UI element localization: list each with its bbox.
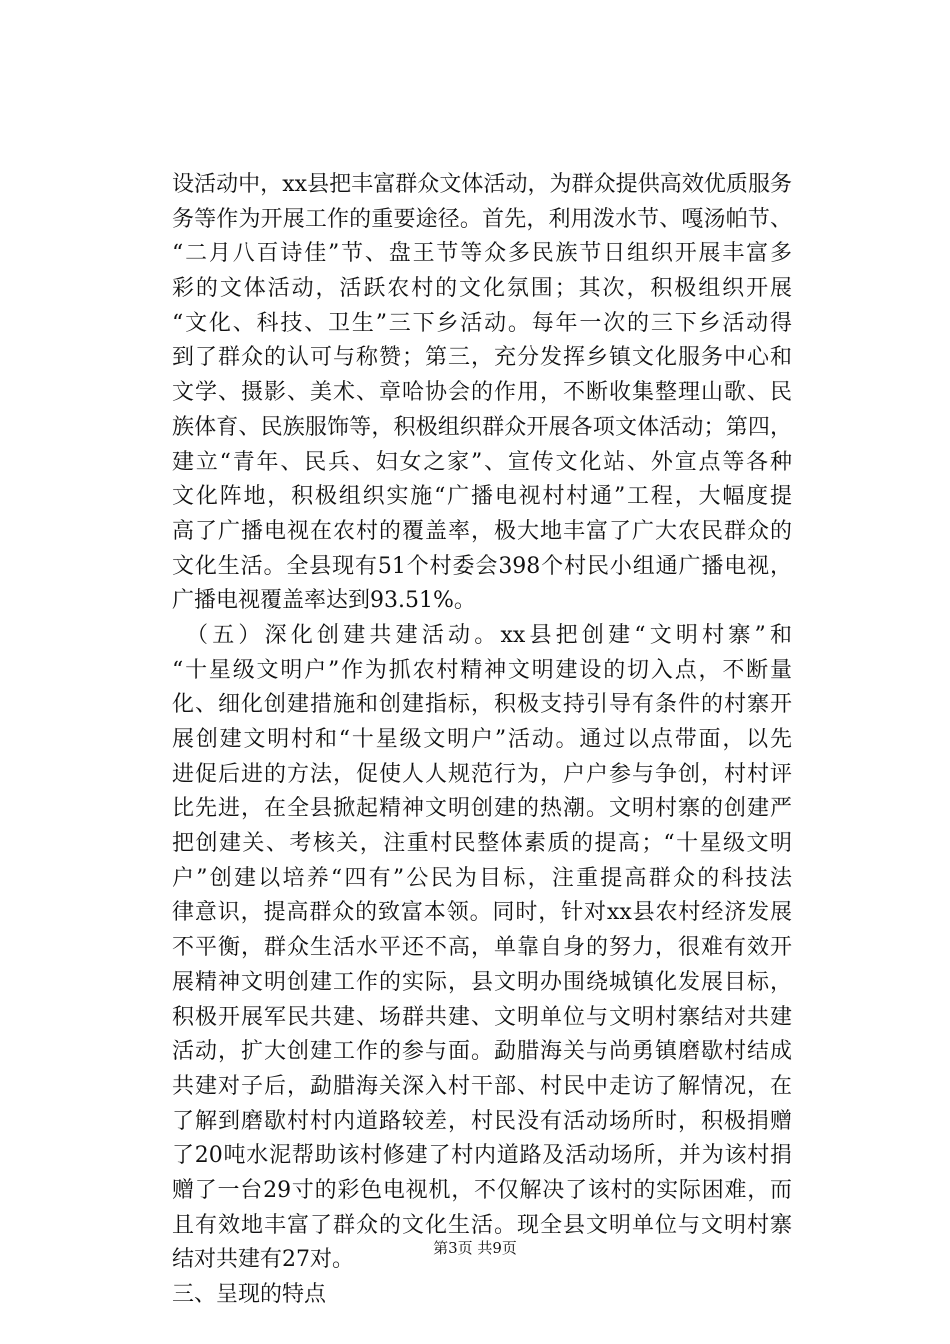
text-line: 文学、摄影、美术、章哈协会的作用，不断收集整理山歌、民: [172, 380, 792, 406]
text-line: “十星级文明户”作为抓农村精神文明建设的切入点，不断量: [172, 657, 792, 683]
text-line: 结对共建有27对。: [172, 1247, 354, 1273]
text-line: 积极开展军民共建、场群共建、文明单位与文明村寨结对共建: [172, 1004, 792, 1030]
text-line: 务等作为开展工作的重要途径。首先，利用泼水节、嘎汤帕节、: [172, 206, 792, 232]
text-line: 赠了一台29寸的彩色电视机，不仅解决了该村的实际困难，而: [172, 1177, 792, 1203]
text-line: 把创建关、考核关，注重村民整体素质的提高；“十星级文明: [172, 831, 792, 857]
text-line: 不平衡，群众生活水平还不高，单靠自身的努力，很难有效开: [172, 935, 792, 961]
text-line: 展创建文明村和“十星级文明户”活动。通过以点带面，以先: [172, 727, 792, 752]
text-line: 且有效地丰富了群众的文化生活。现全县文明单位与文明村寨: [172, 1212, 792, 1238]
text-line: 共建对子后，勐腊海关深入村干部、村民中走访了解情况，在: [172, 1073, 792, 1099]
text-line: 建立“青年、民兵、妇女之家”、宣传文化站、外宣点等各种: [172, 449, 792, 475]
paragraph-cultural-activities: [172, 168, 792, 619]
paragraph-section-three: [172, 1278, 792, 1313]
text-line: 到了群众的认可与称赞；第三，充分发挥乡镇文化服务中心和: [172, 345, 792, 371]
text-line: 文化阵地，积极组织实施“广播电视村村通”工程，大幅度提: [172, 484, 792, 510]
document-body: [172, 168, 792, 1313]
text-line: 广播电视覆盖率达到93.51%。: [172, 588, 476, 614]
text-line: 设活动中，xx县把丰富群众文体活动，为群众提供高效优质服务: [172, 172, 792, 197]
text-line: 高了广播电视在农村的覆盖率，极大地丰富了广大农民群众的: [172, 518, 792, 544]
text-line: 户”创建以培养“四有”公民为目标，注重提高群众的科技法: [172, 865, 792, 891]
page-number-footer: 第3页 共9页: [433, 1239, 517, 1257]
text-line: 进促后进的方法，促使人人规范行为，户户参与争创，村村评: [172, 761, 792, 787]
section-heading: 三、呈现的特点: [172, 1282, 327, 1307]
text-line: 律意识，提高群众的致富本领。同时，针对xx县农村经济发展: [172, 900, 792, 926]
text-line: “文化、科技、卫生”三下乡活动。每年一次的三下乡活动得: [172, 310, 792, 336]
text-line: 比先进，在全县掀起精神文明创建的热潮。文明村寨的创建严: [172, 796, 792, 822]
text-line: 展精神文明创建工作的实际，县文明办围绕城镇化发展目标，: [172, 969, 792, 995]
section-heading-line: （五）深化创建共建活动。xx县把创建“文明村寨”和: [186, 622, 792, 648]
text-line: 化、细化创建措施和创建指标，积极支持引导有条件的村寨开: [172, 692, 792, 718]
text-line: 文化生活。全县现有51个村委会398个村民小组通广播电视，: [172, 553, 792, 579]
text-line: 了20吨水泥帮助该村修建了村内道路及活动场所，并为该村捐: [172, 1143, 792, 1169]
text-line: 活动，扩大创建工作的参与面。勐腊海关与尚勇镇磨歇村结成: [172, 1039, 792, 1065]
text-line: 彩的文体活动，活跃农村的文化氛围；其次，积极组织开展: [172, 276, 792, 302]
text-line: “二月八百诗佳”节、盘王节等众多民族节日组织开展丰富多: [172, 241, 792, 267]
paragraph-civilization-building: [172, 619, 792, 1278]
text-line: 了解到磨歇村村内道路较差，村民没有活动场所时，积极捐赠: [172, 1108, 792, 1134]
text-line: 族体育、民族服饰等，积极组织群众开展各项文体活动；第四，: [172, 414, 792, 440]
